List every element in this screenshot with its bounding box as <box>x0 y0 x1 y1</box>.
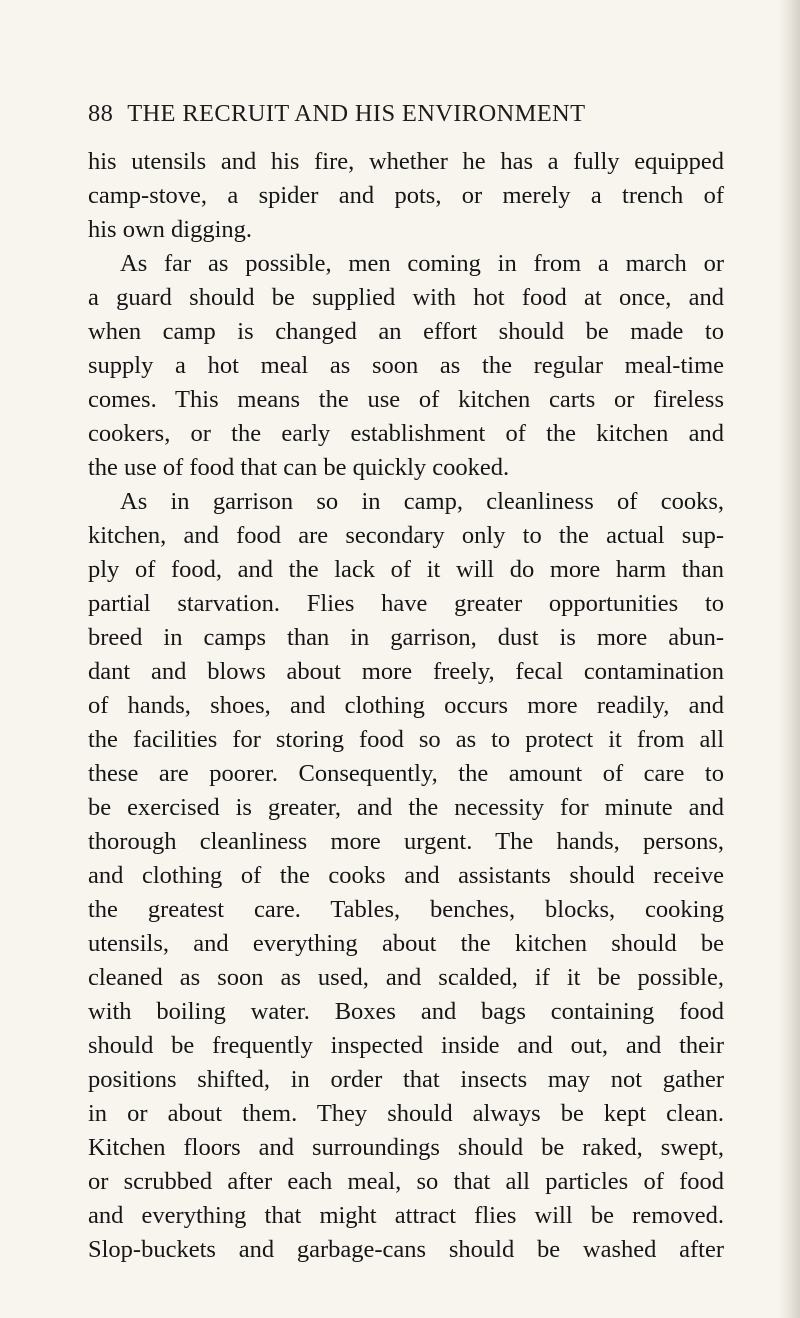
text-line: utensils, and everything about the kitchen should be <box>88 930 724 957</box>
text-line: As far as possible, men coming in from a march or <box>120 250 724 277</box>
text-line: comes. This means the use of kitchen carts or fireless <box>88 386 724 413</box>
text-line: in or about them. They should always be kept clean. <box>88 1100 724 1127</box>
text-line: thorough cleanliness more urgent. The hands, persons, <box>88 828 724 855</box>
text-line: Kitchen floors and surroundings should be raked, swept, <box>88 1134 724 1161</box>
text-line: a guard should be supplied with hot food at once, and <box>88 284 724 311</box>
text-line: the facilities for storing food so as to protect it from all <box>88 726 724 753</box>
text-line: these are poorer. Consequently, the amount of care to <box>88 760 724 787</box>
text-line: ply of food, and the lack of it will do more harm than <box>88 556 724 583</box>
text-line: supply a hot meal as soon as the regular meal-time <box>88 352 724 379</box>
text-line: positions shifted, in order that insects may not gather <box>88 1066 724 1093</box>
text-line: be exercised is greater, and the necessity for minute and <box>88 794 724 821</box>
text-line: the greatest care. Tables, benches, blocks, cooking <box>88 896 724 923</box>
running-head <box>88 98 728 130</box>
running-title: THE RECRUIT AND HIS ENVIRONMENT <box>127 100 586 127</box>
body-text <box>88 145 724 1267</box>
text-line: and clothing of the cooks and assistants should receive <box>88 862 724 889</box>
text-line: dant and blows about more freely, fecal contamination <box>88 658 724 685</box>
text-line: breed in camps than in garrison, dust is more abun- <box>88 624 724 651</box>
text-line: with boiling water. Boxes and bags containing food <box>88 998 724 1025</box>
text-line: his own digging. <box>88 216 253 243</box>
text-line: should be frequently inspected inside and out, and their <box>88 1032 724 1059</box>
text-line: and everything that might attract flies will be removed. <box>88 1202 724 1229</box>
page-number: 88 <box>88 100 114 127</box>
text-line: of hands, shoes, and clothing occurs more readily, and <box>88 692 724 719</box>
page-edge-shadow <box>778 0 800 1318</box>
text-line: camp-stove, a spider and pots, or merely a trench of <box>88 182 724 209</box>
text-line: partial starvation. Flies have greater opportunities to <box>88 590 724 617</box>
text-line: the use of food that can be quickly cooked. <box>88 454 510 481</box>
text-line: his utensils and his fire, whether he has a fully equipped <box>88 148 724 175</box>
text-line: Slop-buckets and garbage-cans should be washed after <box>88 1236 724 1263</box>
text-line: cookers, or the early establishment of the kitchen and <box>88 420 724 447</box>
text-line: kitchen, and food are secondary only to the actual sup- <box>88 522 724 549</box>
text-line: cleaned as soon as used, and scalded, if it be possible, <box>88 964 724 991</box>
text-line: when camp is changed an effort should be made to <box>88 318 724 345</box>
text-line: or scrubbed after each meal, so that all particles of food <box>88 1168 724 1195</box>
text-line: As in garrison so in camp, cleanliness of cooks, <box>120 488 724 515</box>
